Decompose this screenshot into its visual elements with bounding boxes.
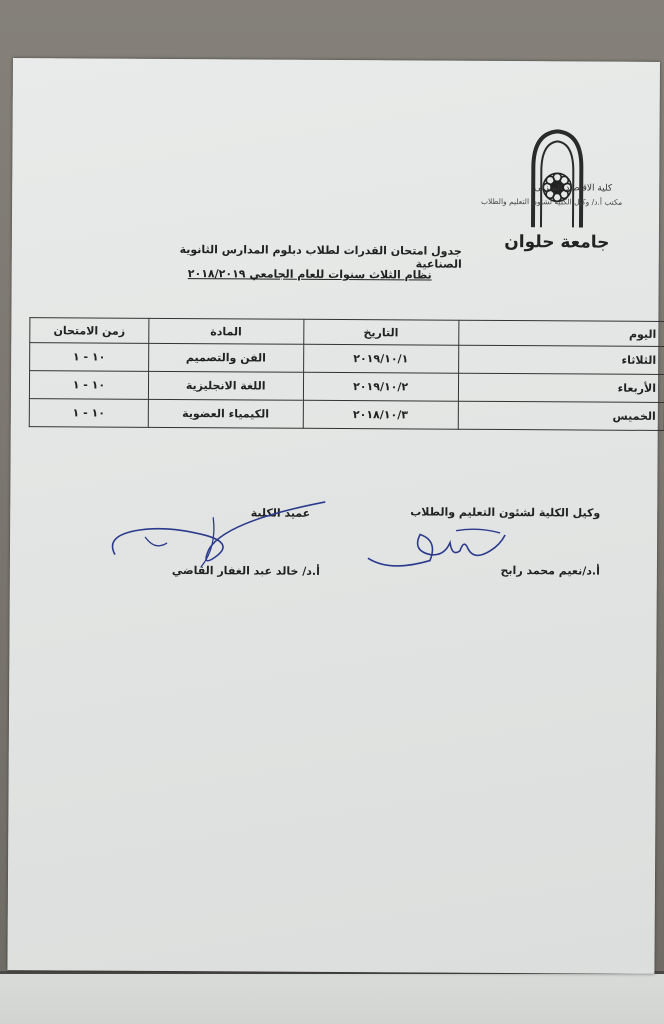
cell-day: الثلاثاء bbox=[458, 345, 664, 374]
university-name: جامعة حلوان bbox=[504, 232, 610, 253]
cell-subject: اللغة الانجليزية bbox=[148, 371, 303, 400]
header-day: اليوم bbox=[458, 320, 664, 346]
lower-sheet bbox=[0, 971, 664, 1024]
cell-time: ١٠ - ١ bbox=[29, 371, 148, 400]
exam-schedule-table bbox=[29, 317, 664, 431]
cell-day: الأربعاء bbox=[458, 373, 664, 402]
cell-date: ٢٠١٩/١٠/١ bbox=[303, 344, 458, 373]
college-name: كلية الاقتصاد المنزلى bbox=[534, 183, 613, 194]
table-row bbox=[29, 399, 664, 431]
header-date: التاريخ bbox=[303, 319, 458, 345]
cell-day: الخميس bbox=[458, 401, 664, 430]
dean-signature bbox=[105, 497, 335, 573]
cell-subject: الكيمياء العضوية bbox=[148, 399, 303, 428]
document-page bbox=[7, 58, 660, 974]
cell-time: ١٠ - ١ bbox=[30, 343, 149, 372]
header-time: زمن الامتحان bbox=[30, 318, 149, 344]
university-logo bbox=[492, 127, 623, 263]
vice-dean-name: أ.د/نعيم محمد رابح bbox=[500, 563, 600, 578]
office-name: مكتب أ.د/ وكيل الكلية لشئون التعليم والطلاب bbox=[480, 196, 623, 207]
vice-dean-title: وكيل الكلية لشئون التعليم والطلاب bbox=[410, 505, 601, 520]
cell-time: ١٠ - ١ bbox=[29, 399, 148, 428]
table-row bbox=[29, 371, 664, 403]
page-subtitle: نظام الثلاث سنوات للعام الجامعي ٢٠١٨/٢٠١٩ bbox=[187, 267, 432, 282]
cell-subject: الفن والتصميم bbox=[148, 343, 303, 372]
table-header-row bbox=[30, 318, 664, 347]
logo-emblem-icon bbox=[527, 127, 588, 231]
cell-date: ٢٠١٩/١٠/٢ bbox=[303, 372, 458, 401]
cell-date: ٢٠١٨/١٠/٣ bbox=[303, 400, 458, 429]
dean-title: عميد الكلية bbox=[250, 506, 311, 520]
table-row bbox=[30, 343, 664, 375]
page-title: جدول امتحان القدرات لطلاب دبلوم المدارس الثانوية الصناعية bbox=[179, 243, 462, 271]
header-subject: المادة bbox=[149, 318, 304, 344]
dean-name: أ.د/ خالد عبد الغفار القاضي bbox=[171, 563, 320, 578]
